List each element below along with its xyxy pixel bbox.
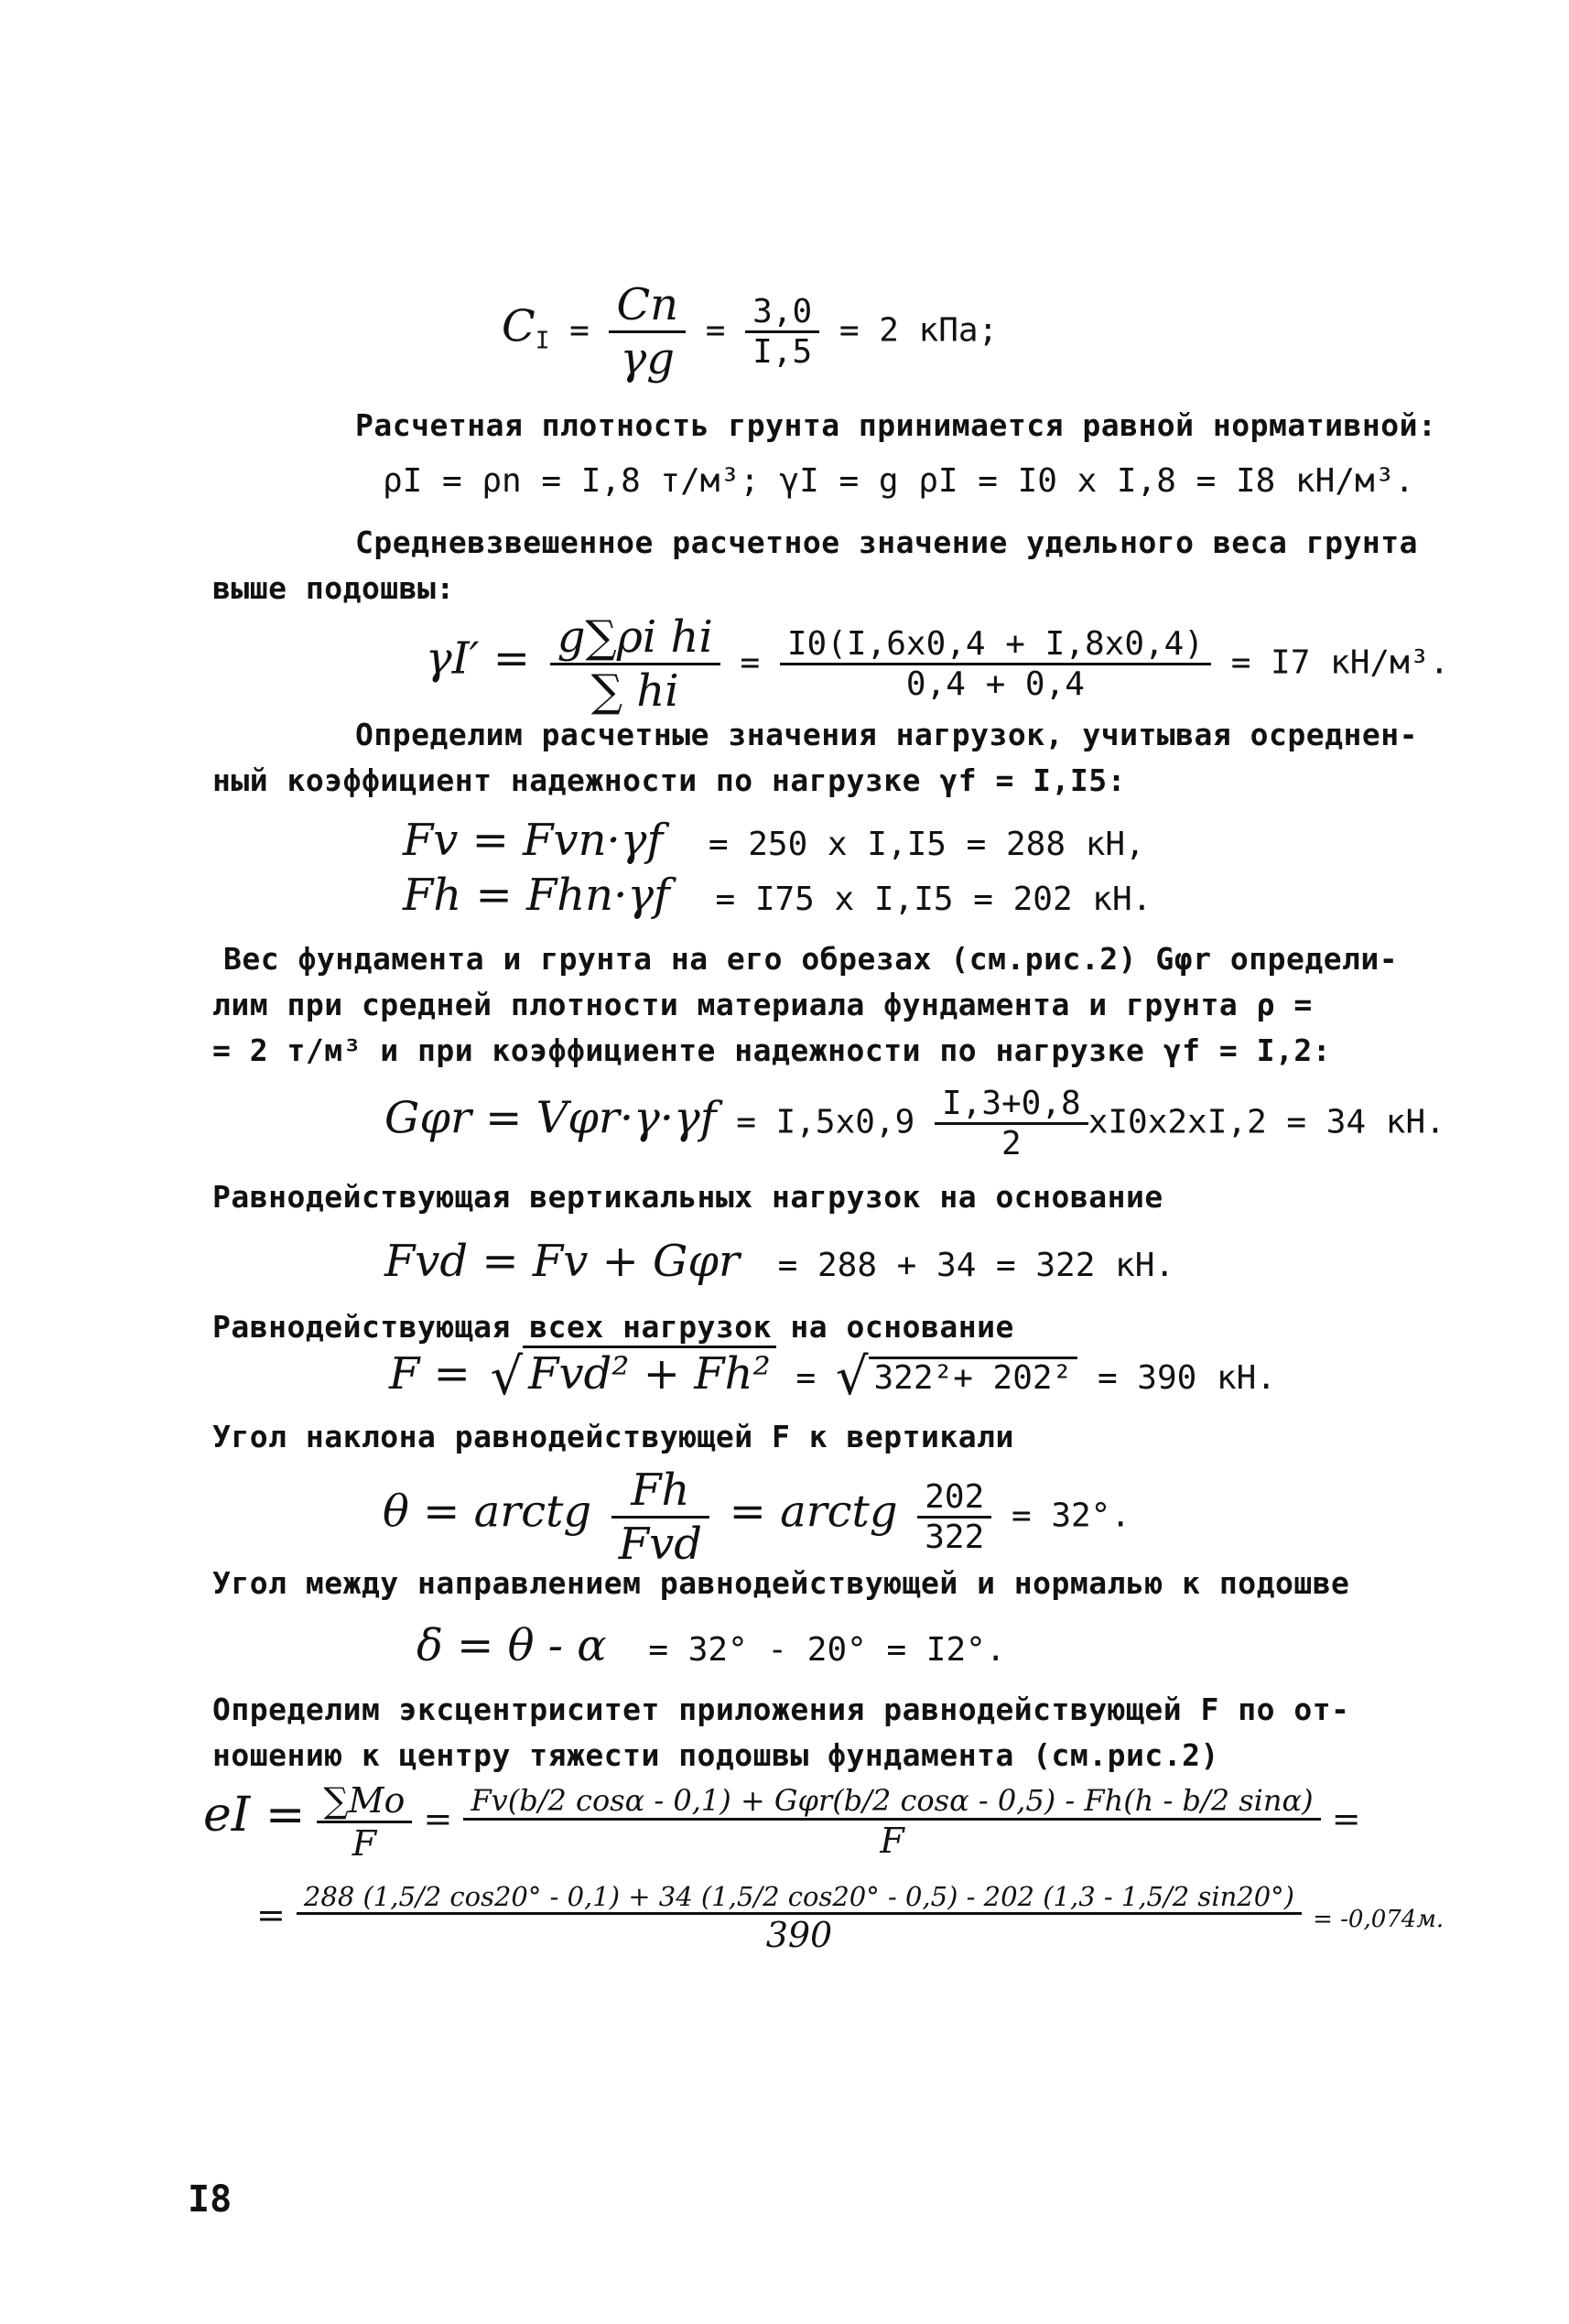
equation-rho: ρI = ρn = I,8 т/м³; γI = g ρI = I0 x I,8 = I8 кН/м³. (383, 462, 1415, 500)
paragraph-vertical-resultant: Равнодействующая вертикальных нагрузок на основание (212, 1179, 1163, 1215)
paragraph-weighted-line2: выше подошвы: (212, 570, 455, 606)
equation-fvd (384, 1236, 1174, 1287)
equation-gamma-lhs: γI′ = (426, 632, 531, 685)
paragraph-angle-normal: Угол между направлением равнодействующей и нормалью к подошве (212, 1565, 1350, 1601)
equation-theta-mid: = arctg (729, 1486, 898, 1538)
equation-fh-rhs: = I75 x I,I5 = 202 кН. (715, 881, 1152, 918)
equation-f (389, 1346, 1276, 1407)
equation-delta-lhs: δ = θ - α (417, 1620, 607, 1671)
equation-fh (403, 870, 1152, 921)
equation-e1: eI = $\frac{\sum Mo}{F}$ = $\frac{\text{Fv(b/2 cosα - 0,1) + Gφr(b/2 cosα - 0,5) - Fh(h - b/2 sinα)}}{F}$ = (203, 1780, 1361, 1864)
equation-delta (417, 1620, 1006, 1671)
equation-e1-tail: = (1331, 1799, 1361, 1839)
equation-c1-rhs: = 2 кПа; (839, 311, 999, 350)
equation-f-lhs: F = (389, 1348, 471, 1400)
paragraph-angle: Угол наклона равнодействующей F к вертикали (212, 1419, 1014, 1454)
equation-g-frac: $\frac{I,3+0,8}{2}$ (935, 1085, 1088, 1162)
equation-g-mid: = I,5x0,9 (736, 1103, 915, 1141)
equation-e1-lhs: eI = (203, 1788, 306, 1843)
equation-gamma-rhs: = I7 кН/м³. (1230, 643, 1450, 682)
sqrt-icon: √ (835, 1347, 869, 1407)
equation-e2-rhs: = -0,074м. (1313, 1906, 1445, 1933)
equation-theta-frac2: $\frac{202}{322}$ (917, 1478, 991, 1556)
paragraph-loads-line2: ный коэффициент надежности по нагрузке γf = I,I5: (212, 762, 1127, 798)
equation-fvd-lhs: Fvd = Fv + Gφr (384, 1236, 740, 1287)
paragraph-loads-line1: Определим расчетные значения нагрузок, учитывая осреднен- (355, 717, 1418, 752)
equation-gamma: γI′ = $\frac{\text{g∑ρi hi}}{\sum hi}$ = $\frac{I0(I,6x0,4 + I,8x0,4)}{0,4 + 0,4}$ = I7 кН/м³. (426, 611, 1450, 717)
paragraph-all-resultant: Равнодействующая всех нагрузок на основание (212, 1309, 1014, 1345)
equation-theta-frac1: $\frac{Fh}{\text{Fvd}}$ (611, 1465, 709, 1570)
equation-c1-frac1: $\frac{Cn}{\gamma g}$ (609, 279, 686, 384)
equation-e2: = 288 (1,5/2 cos20° - 0,1) + 34 (1,5/2 cos20° - 0,5) - 202 (1,3 - 1,5/2 sin20°) 390 = -0,074м. (256, 1881, 1445, 1955)
equation-e1-frac2: $\frac{\text{Fv(b/2 cosα - 0,1) + Gφr(b/2 cosα - 0,5) - Fh(h - b/2 sinα)}}{F}$ (463, 1783, 1320, 1861)
equation-g-lhs: Gφr = Vφr·γ·γf (384, 1092, 717, 1144)
equation-c1: $C_I$ = $\frac{Cn}{\gamma g}$ = $\frac{3,0}{I,5}$ = 2 кПа; (502, 279, 999, 384)
equation-theta-rhs: = 32°. (1011, 1497, 1131, 1535)
equation-f-rhs: = 390 кН. (1097, 1359, 1277, 1397)
equation-c1-lhs-sub: I (535, 327, 550, 355)
paragraph-density: Расчетная плотность грунта принимается равной нормативной: (355, 407, 1437, 443)
equation-fv (403, 815, 1145, 866)
equation-c1-lhs: C (502, 300, 536, 352)
equation-c1-frac2: $\frac{3,0}{I,5}$ (745, 293, 819, 371)
equation-fv-lhs: Fv = Fvn·γf (403, 815, 664, 866)
equation-delta-rhs: = 32° - 20° = I2°. (648, 1631, 1006, 1669)
paragraph-eccentricity-line1: Определим эксцентриситет приложения равнодействующей F по от- (212, 1692, 1350, 1727)
page-number: I8 (188, 2178, 233, 2221)
equation-fv-rhs: = 250 x I,I5 = 288 кН, (708, 826, 1145, 863)
equation-e2-frac: 288 (1,5/2 cos20° - 0,1) + 34 (1,5/2 cos20° - 0,5) - 202 (1,3 - 1,5/2 sin20°) 390 (297, 1881, 1302, 1955)
sqrt-icon: √ (490, 1347, 524, 1407)
paragraph-weighted-line1: Средневзвешенное расчетное значение удельного веса грунта (355, 524, 1418, 560)
equation-f-radicand: Fvd² + Fh² (523, 1346, 776, 1400)
equation-e1-frac1: $\frac{\sum Mo}{F}$ (317, 1780, 413, 1864)
paragraph-weight-line1: Вес фундамента и грунта на его обрезах (см.рис.2) Gφr определи- (223, 941, 1399, 977)
equation-theta (383, 1465, 1131, 1570)
paragraph-eccentricity-line2: ношению к центру тяжести подошвы фундамента (см.рис.2) (212, 1737, 1219, 1773)
equation-gamma-frac1: $\frac{\text{g∑ρi hi}}{\sum hi}$ (550, 611, 720, 717)
equation-theta-lhs: θ = arctg (383, 1486, 592, 1538)
equation-f-mid: = (795, 1359, 817, 1397)
paragraph-weight-line2: лим при средней плотности материала фундамента и грунта ρ = (212, 987, 1313, 1022)
equation-gamma-frac2: $\frac{I0(I,6x0,4 + I,8x0,4)}{0,4 + 0,4}$ (780, 625, 1211, 703)
equation-fh-lhs: Fh = Fhn·γf (403, 870, 670, 921)
equation-g (384, 1085, 1445, 1162)
equation-fvd-rhs: = 288 + 34 = 322 кН. (777, 1247, 1175, 1284)
equation-f-radicand2: 322²+ 202² (869, 1357, 1078, 1397)
equation-g-rhs: xI0x2xI,2 = 34 кН. (1087, 1103, 1445, 1141)
paragraph-weight-line3: = 2 т/м³ и при коэффициенте надежности по нагрузке γf = I,2: (212, 1032, 1332, 1068)
